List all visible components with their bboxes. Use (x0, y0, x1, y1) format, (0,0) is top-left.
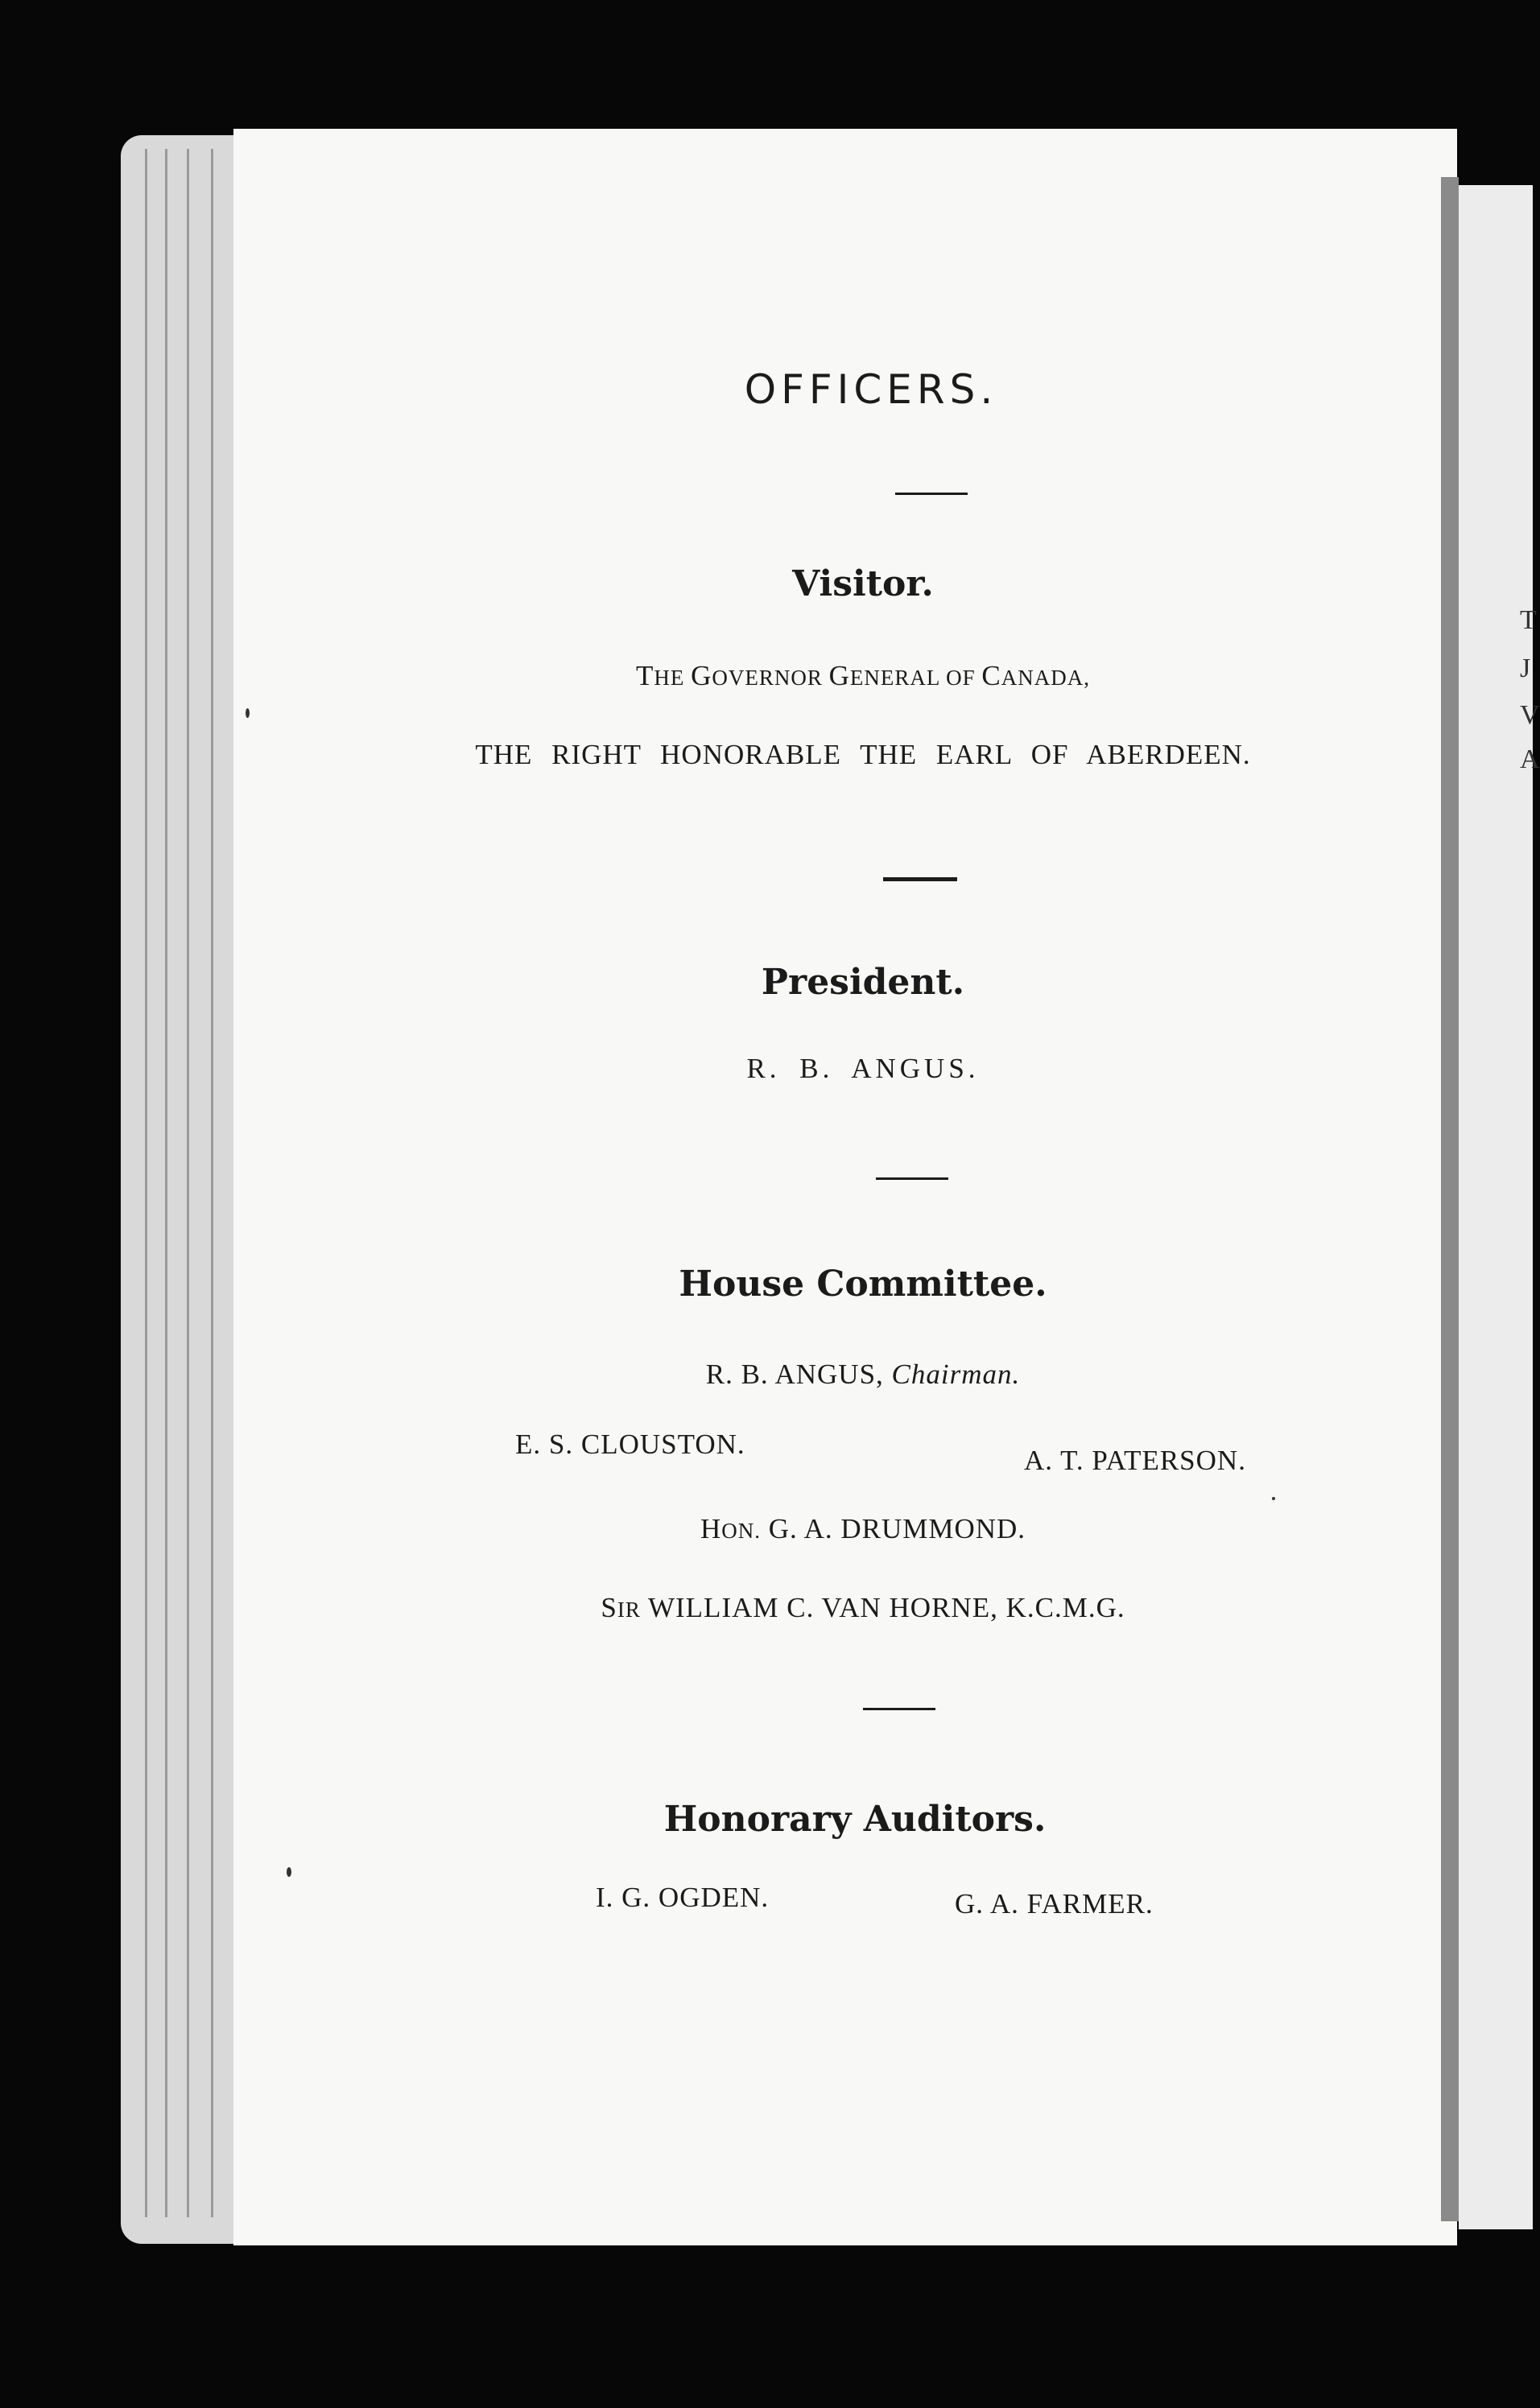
section-divider (876, 1177, 948, 1180)
house-committee-heading: House Committee. (679, 1264, 1047, 1305)
page-edge-line (187, 149, 189, 2217)
next-page-letter: A (1520, 744, 1540, 774)
visitor-line-2: THE RIGHT HONORABLE THE EARL OF ABERDEEN. (475, 739, 1251, 770)
page-edge-line (165, 149, 167, 2217)
committee-member-left: E. S. CLOUSTON. (515, 1429, 745, 1460)
next-page-sliver (1459, 185, 1533, 2229)
auditor-right: G. A. FARMER. (955, 1888, 1154, 1919)
page-edge-line (211, 149, 213, 2217)
visitor-heading: Visitor. (792, 563, 934, 604)
page-speck (246, 708, 250, 718)
visitor-line-1: THE GOVERNOR GENERAL OF CANADA, (635, 660, 1091, 691)
president-name: R. B. ANGUS. (746, 1053, 980, 1084)
section-divider (883, 877, 957, 881)
committee-member-right: A. T. PATERSON. (1024, 1445, 1246, 1476)
page-speck (1272, 1497, 1275, 1500)
honorary-auditors-heading: Honorary Auditors. (663, 1799, 1047, 1840)
president-heading: President. (761, 962, 965, 1003)
page-speck (287, 1867, 291, 1877)
committee-chair: R. B. ANGUS, Chairman. (705, 1359, 1021, 1390)
next-page-letter: J (1520, 654, 1531, 683)
book-page (233, 129, 1457, 2245)
page-title: OFFICERS. (744, 366, 998, 413)
section-divider (863, 1708, 935, 1710)
committee-member-hon: HON. G. A. DRUMMOND. (700, 1513, 1026, 1544)
next-page-letter: T (1520, 605, 1537, 635)
book-gutter (1441, 177, 1459, 2221)
section-divider (895, 493, 968, 495)
committee-member-sir: SIR WILLIAM C. VAN HORNE, K.C.M.G. (601, 1592, 1125, 1623)
next-page-letter: V (1520, 700, 1540, 730)
auditor-left: I. G. OGDEN. (596, 1882, 770, 1913)
page-edge-line (145, 149, 147, 2217)
